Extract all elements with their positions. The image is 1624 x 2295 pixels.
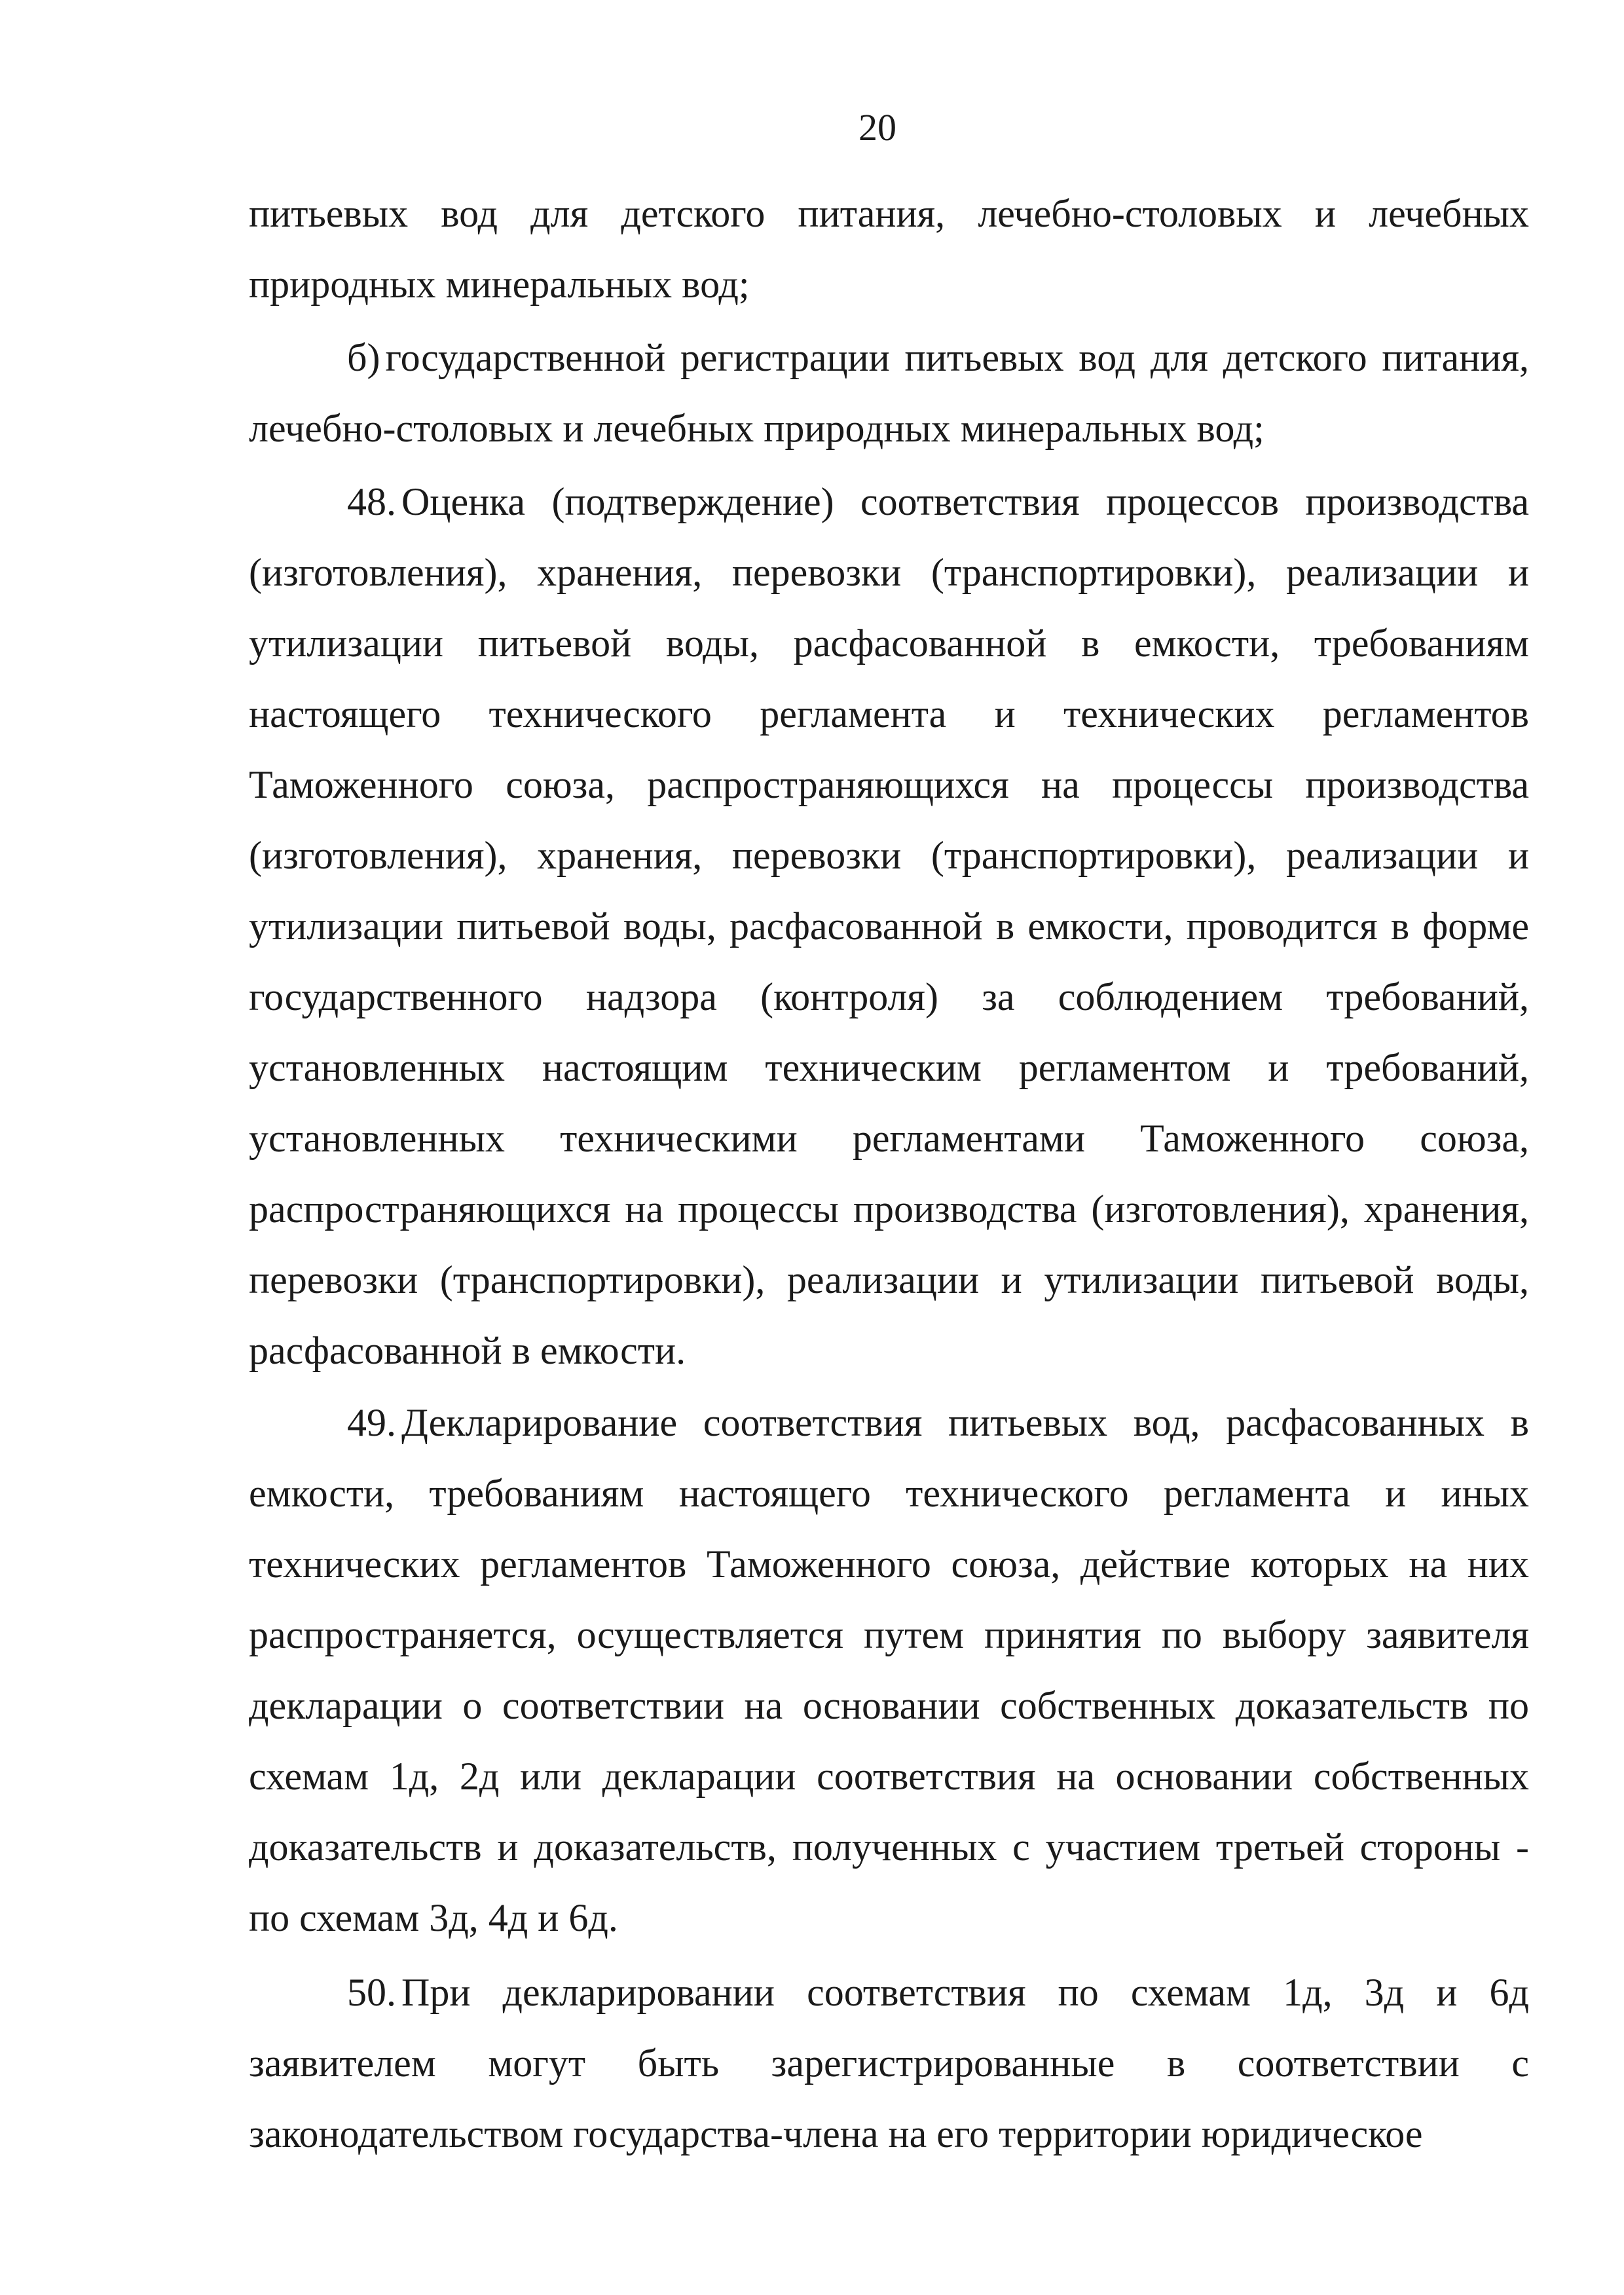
paragraph-49	[249, 1387, 1529, 1953]
paragraph-text: Декларирование соответствия питьевых вод, расфасованных в емкости, требованиям настоящего технического регламента и иных технических регламентов Таможенного союза, действие которых на них распространяется, осуществляется путем принятия по выбору заявителя декларации о соответствии на основании собственных доказательств по схемам 1д, 2д или декларации соответствия на основании собственных доказательств и доказательств, полученных с участием третьей стороны - по схемам 3д, 4д и 6д.	[249, 1401, 1529, 1939]
paragraph-number: 49.	[347, 1401, 396, 1444]
paragraph-number: 48.	[347, 480, 396, 523]
paragraph-text: Оценка (подтверждение) соответствия процессов производства (изготовления), хранения, перевозки (транспортировки), реализации и утилизации питьевой воды, расфасованной в емкости, требованиям настоящего технического регламента и технических регламентов Таможенного союза, распространяющихся на процессы производства (изготовления), хранения, перевозки (транспортировки), реализации и утилизации питьевой воды, расфасованной в емкости, проводится в форме государственного надзора (контроля) за соблюдением требований, установленных настоящим техническим регламентом и требований, установленных техническими регламентами Таможенного союза, распространяющихся на процессы производства (изготовления), хранения, перевозки (транспортировки), реализации и утилизации питьевой воды, расфасованной в емкости.	[249, 480, 1529, 1372]
paragraph-b	[249, 322, 1529, 464]
paragraph-text: При декларировании соответствия по схемам 1д, 3д и 6д заявителем могут быть зарегистрированные в соответствии с законодательством государства-члена на его территории юридическое	[249, 1971, 1529, 2155]
paragraph-text: государственной регистрации питьевых вод для детского питания, лечебно-столовых и лечебных природных минеральных вод;	[249, 336, 1529, 450]
paragraph-number: б)	[347, 336, 380, 379]
paragraph-50	[249, 1957, 1529, 2169]
paragraph-48	[249, 466, 1529, 1386]
paragraph-number: 50.	[347, 1971, 396, 2014]
page-number: 20	[858, 106, 896, 149]
paragraph-continuation	[249, 178, 1529, 320]
paragraph-text: питьевых вод для детского питания, лечебно-столовых и лечебных природных минеральных вод;	[249, 192, 1529, 306]
